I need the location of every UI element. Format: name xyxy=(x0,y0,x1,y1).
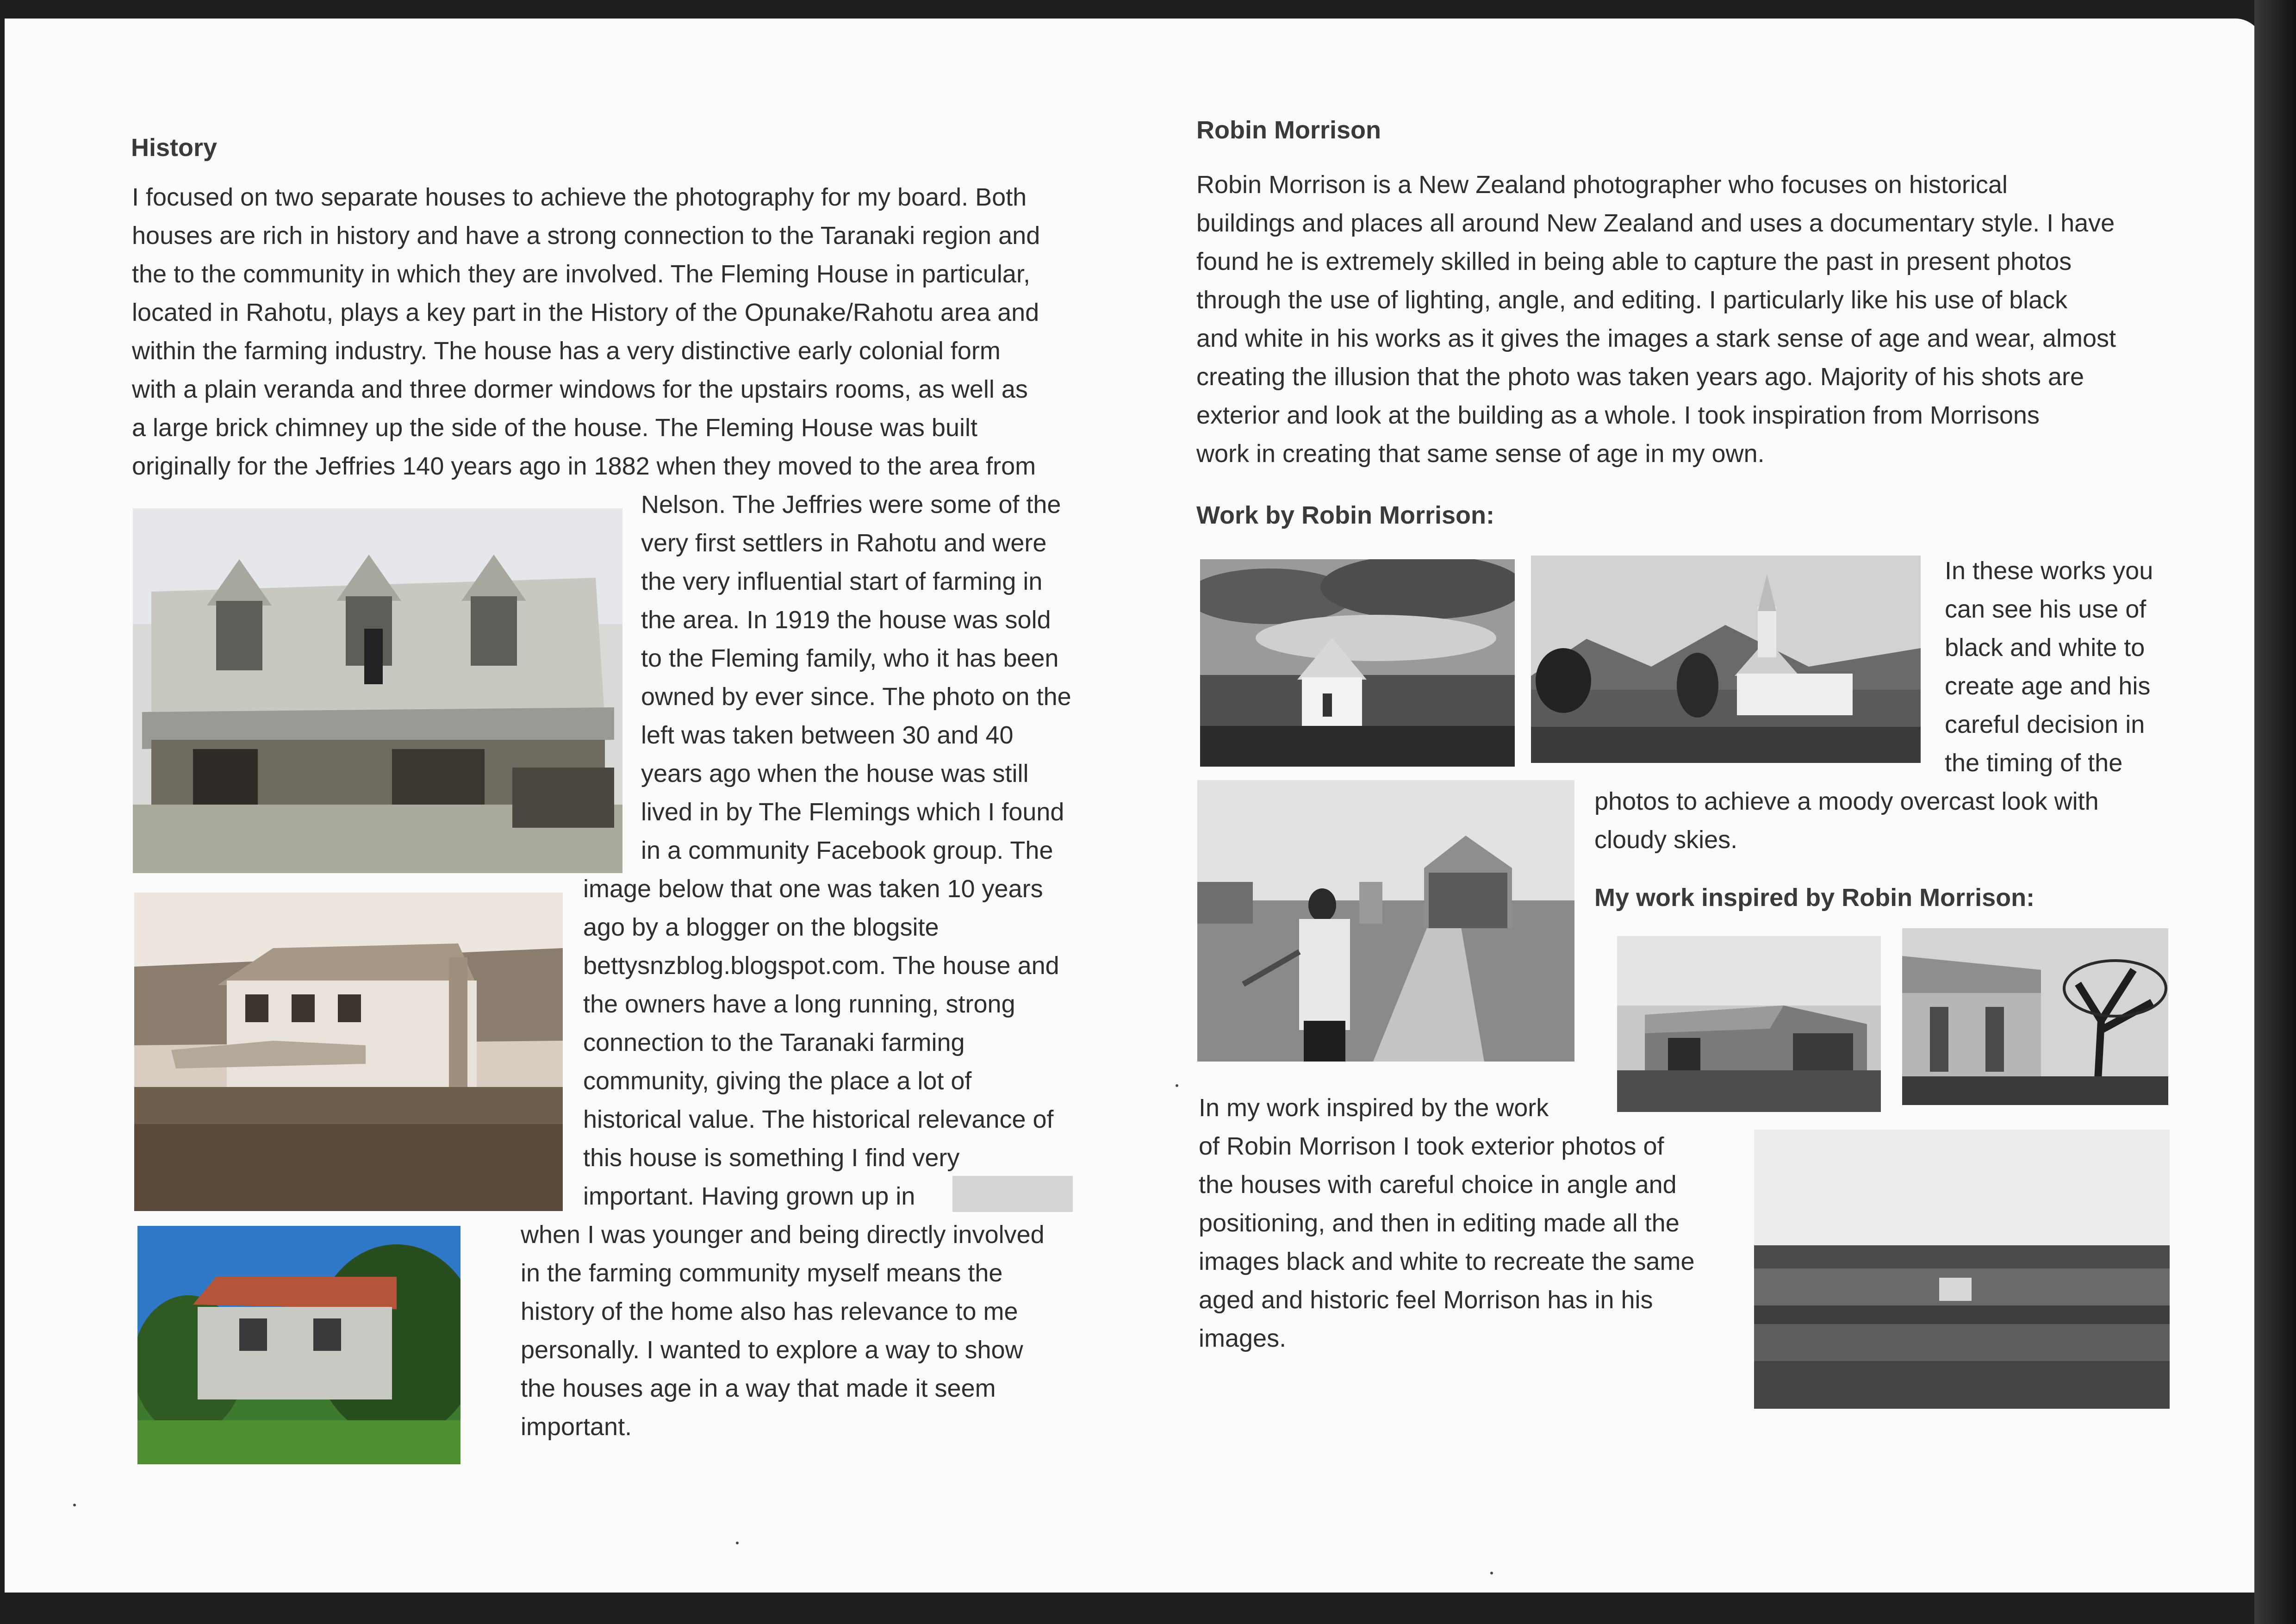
history-line: years ago when the house was still xyxy=(641,760,1029,787)
robin-line: buildings and places all around New Zealand and uses a documentary style. I have xyxy=(1196,209,2115,237)
work-line: photos to achieve a moody overcast look with xyxy=(1594,787,2099,815)
history-line: the very influential start of farming in xyxy=(641,568,1043,595)
red-roof-house-photo xyxy=(137,1226,460,1464)
history-line: personally. I wanted to explore a way to show xyxy=(521,1336,1023,1364)
history-heading: History xyxy=(131,134,218,162)
history-line: I focused on two separate houses to achieve the photography for my board. Both xyxy=(132,183,1027,211)
inspired-house-photo-2 xyxy=(1902,928,2168,1105)
history-line: ago by a blogger on the blogsite xyxy=(583,913,939,941)
inspired-line: images black and white to recreate the same xyxy=(1199,1248,1695,1275)
inspired-line: In my work inspired by the work xyxy=(1199,1094,1549,1122)
history-line: in a community Facebook group. The xyxy=(641,837,1053,864)
history-line: historical value. The historical relevance of xyxy=(583,1106,1054,1133)
robin-line: exterior and look at the building as a whole. I took inspiration from Morrisons xyxy=(1196,401,2040,429)
history-line: important. Having grown up in xyxy=(583,1182,915,1210)
fleming-house-sepia-photo xyxy=(134,893,563,1211)
page-curl-shadow xyxy=(2254,0,2296,1624)
robin-line: found he is extremely skilled in being able to capture the past in present photos xyxy=(1196,248,2072,275)
history-line: originally for the Jeffries 140 years ago in 1882 when they moved to the area from xyxy=(132,452,1036,480)
history-line: image below that one was taken 10 years xyxy=(583,875,1043,903)
work-line: cloudy skies. xyxy=(1594,826,1738,854)
history-line: community, giving the place a lot of xyxy=(583,1067,972,1095)
robin-line: through the use of lighting, angle, and editing. I particularly like his use of black xyxy=(1196,286,2068,314)
scan-speck xyxy=(1490,1572,1493,1574)
robin-line: creating the illusion that the photo was taken years ago. Majority of his shots are xyxy=(1196,363,2084,391)
history-line: when I was younger and being directly involved xyxy=(521,1221,1045,1249)
work-line: create age and his xyxy=(1945,672,2151,700)
inspired-line: the houses with careful choice in angle and xyxy=(1199,1171,1677,1199)
history-line: the area. In 1919 the house was sold xyxy=(641,606,1051,634)
history-line: very first settlers in Rahotu and were xyxy=(641,529,1047,557)
inspired-line: images. xyxy=(1199,1324,1287,1352)
scan-speck xyxy=(73,1504,76,1506)
history-line: this house is something I find very xyxy=(583,1144,960,1172)
inspired-house-photo-1 xyxy=(1617,936,1881,1112)
inspired-line: positioning, and then in editing made all the xyxy=(1199,1209,1680,1237)
history-line: the owners have a long running, strong xyxy=(583,990,1015,1018)
history-line: located in Rahotu, plays a key part in the History of the Opunake/Rahotu area and xyxy=(132,299,1039,326)
history-line: history of the home also has relevance to me xyxy=(521,1298,1018,1325)
history-line: owned by ever since. The photo on the xyxy=(641,683,1071,711)
morrison-church-mountains-photo xyxy=(1531,556,1921,763)
robin-line: work in creating that same sense of age in my own. xyxy=(1196,440,1765,468)
history-line: lived in by The Flemings which I found xyxy=(641,798,1064,826)
inspired-line: of Robin Morrison I took exterior photos of xyxy=(1199,1132,1664,1160)
inspired-heading: My work inspired by Robin Morrison: xyxy=(1594,884,2035,912)
robin-line: and white in his works as it gives the images a stark sense of age and wear, almost xyxy=(1196,325,2116,352)
history-line: within the farming industry. The house has a very distinctive early colonial form xyxy=(132,337,1001,365)
history-line: houses are rich in history and have a strong connection to the Taranaki region and xyxy=(132,222,1040,250)
history-line: the to the community in which they are involved. The Fleming House in particular, xyxy=(132,260,1030,288)
history-line: the houses age in a way that made it seem xyxy=(521,1374,996,1402)
work-line: In these works you xyxy=(1945,557,2153,585)
history-line: with a plain veranda and three dormer windows for the upstairs rooms, as well as xyxy=(132,375,1028,403)
scan-speck xyxy=(736,1542,739,1544)
history-line: Nelson. The Jeffries were some of the xyxy=(641,491,1061,518)
history-line: a large brick chimney up the side of the house. The Fleming House was built xyxy=(132,414,977,442)
work-line: the timing of the xyxy=(1945,749,2123,777)
inspired-line: aged and historic feel Morrison has in his xyxy=(1199,1286,1653,1314)
scan-speck xyxy=(1176,1084,1178,1087)
robin-line: Robin Morrison is a New Zealand photographer who focuses on historical xyxy=(1196,171,2008,199)
work-line: careful decision in xyxy=(1945,711,2145,738)
work-line: black and white to xyxy=(1945,634,2145,662)
history-line: bettysnzblog.blogspot.com. The house and xyxy=(583,952,1059,980)
history-line: left was taken between 30 and 40 xyxy=(641,721,1014,749)
history-line: connection to the Taranaki farming xyxy=(583,1029,965,1056)
fleming-house-old-photo xyxy=(133,508,622,873)
morrison-church-clouds-photo xyxy=(1200,559,1515,767)
morrison-man-walking-photo xyxy=(1197,780,1574,1062)
history-line: in the farming community myself means the xyxy=(521,1259,1003,1287)
work-heading: Work by Robin Morrison: xyxy=(1196,501,1494,529)
robin-heading: Robin Morrison xyxy=(1196,116,1381,144)
history-line: to the Fleming family, who it has been xyxy=(641,644,1059,672)
inspired-landscape-photo xyxy=(1754,1130,2170,1409)
redacted-placename xyxy=(952,1176,1073,1212)
work-line: can see his use of xyxy=(1945,595,2147,623)
history-line: important. xyxy=(521,1413,632,1441)
